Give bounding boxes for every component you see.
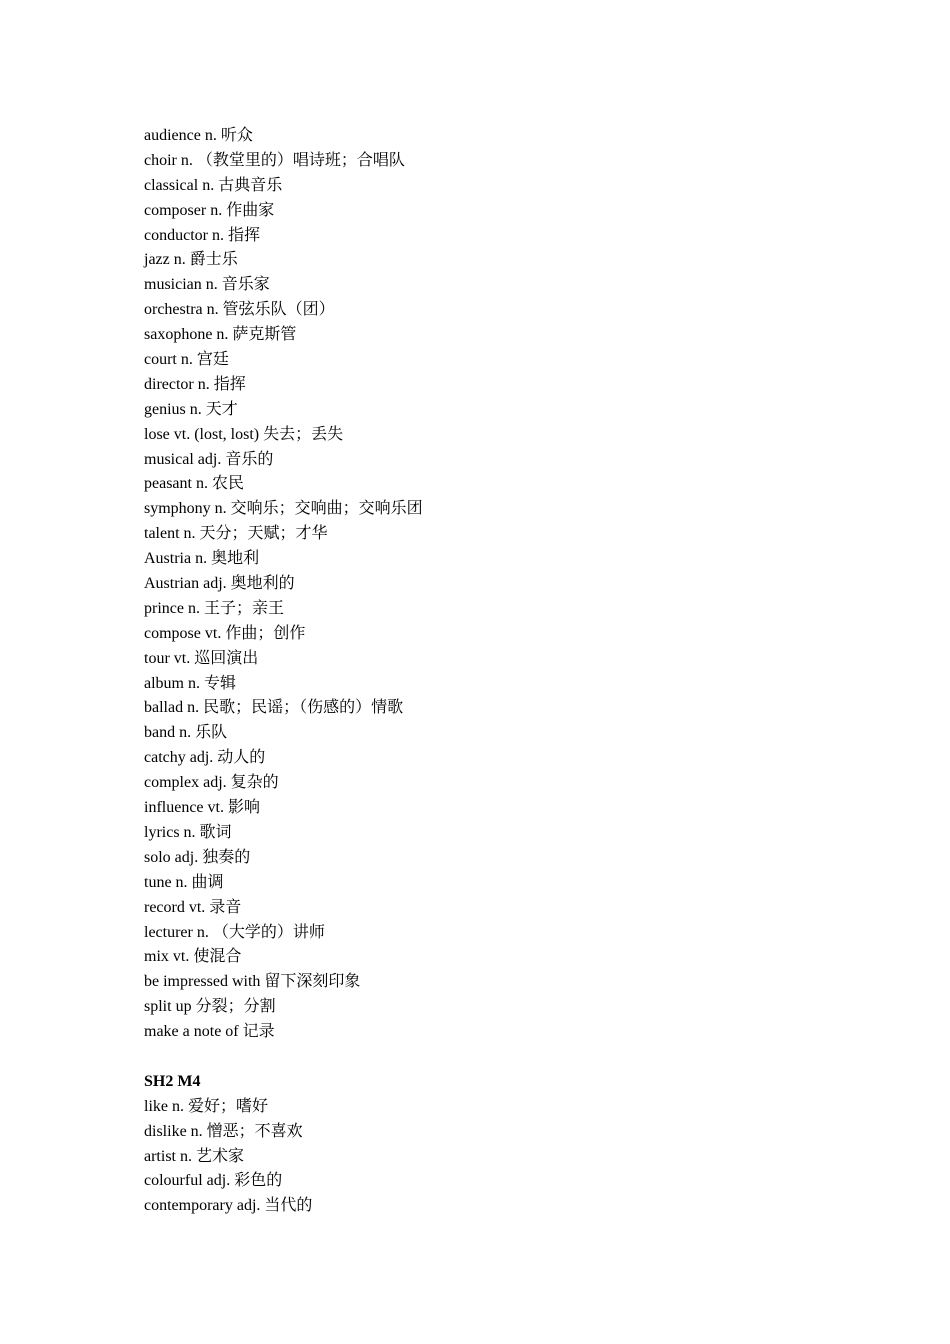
vocab-item: influence vt. 影响 <box>144 799 260 817</box>
vocab-item: lose vt. (lost, lost) 失去；丢失 <box>144 425 344 443</box>
vocab-item: contemporary adj. 当代的 <box>144 1197 313 1215</box>
vocab-item: colourful adj. 彩色的 <box>144 1172 283 1190</box>
vocab-item: musician n. 音乐家 <box>144 276 270 294</box>
vocab-section-2 <box>144 1070 844 1219</box>
vocab-item: tune n. 曲调 <box>144 873 224 891</box>
vocab-item: saxophone n. 萨克斯管 <box>144 326 297 344</box>
document-page <box>144 124 844 1219</box>
vocab-item: band n. 乐队 <box>144 724 228 742</box>
vocab-item: director n. 指挥 <box>144 375 246 393</box>
blank-line <box>144 1045 844 1070</box>
vocab-item: dislike n. 憎恶；不喜欢 <box>144 1122 303 1140</box>
vocab-item: lyrics n. 歌词 <box>144 823 232 841</box>
vocab-item: lecturer n. （大学的）讲师 <box>144 923 325 941</box>
vocab-list-1 <box>144 124 844 1045</box>
vocab-item: musical adj. 音乐的 <box>144 450 274 468</box>
vocab-item: Austria n. 奥地利 <box>144 550 260 568</box>
vocab-item: composer n. 作曲家 <box>144 201 275 219</box>
vocab-item: symphony n. 交响乐；交响曲；交响乐团 <box>144 500 423 518</box>
vocab-item: record vt. 录音 <box>144 898 242 916</box>
vocab-item: solo adj. 独奏的 <box>144 848 251 866</box>
vocab-item: conductor n. 指挥 <box>144 226 260 244</box>
vocab-item: like n. 爱好；嗜好 <box>144 1097 268 1115</box>
vocab-item: Austrian adj. 奥地利的 <box>144 575 295 593</box>
vocab-item: prince n. 王子；亲王 <box>144 599 284 617</box>
vocab-item: tour vt. 巡回演出 <box>144 649 259 667</box>
section-heading: SH2 M4 <box>144 1072 201 1090</box>
vocab-item: court n. 宫廷 <box>144 351 229 369</box>
vocab-item: compose vt. 作曲；创作 <box>144 624 306 642</box>
vocab-item: peasant n. 农民 <box>144 475 244 493</box>
vocab-item: catchy adj. 动人的 <box>144 749 266 767</box>
vocab-item: audience n. 听众 <box>144 127 253 144</box>
vocab-item: ballad n. 民歌；民谣；（伤感的）情歌 <box>144 699 404 717</box>
vocab-item: split up 分裂；分割 <box>144 998 276 1016</box>
vocab-item: artist n. 艺术家 <box>144 1147 244 1165</box>
vocab-item: jazz n. 爵士乐 <box>144 251 238 269</box>
vocab-item: orchestra n. 管弦乐队（团） <box>144 301 335 319</box>
vocab-item: genius n. 天才 <box>144 400 238 418</box>
vocab-item: album n. 专辑 <box>144 674 236 692</box>
vocab-item: complex adj. 复杂的 <box>144 774 279 792</box>
vocab-item: be impressed with 留下深刻印象 <box>144 973 361 991</box>
vocab-item: choir n. （教堂里的）唱诗班；合唱队 <box>144 151 405 169</box>
vocab-item: make a note of 记录 <box>144 1023 275 1041</box>
vocab-item: mix vt. 使混合 <box>144 948 242 966</box>
vocab-item: talent n. 天分；天赋；才华 <box>144 525 328 543</box>
vocab-item: classical n. 古典音乐 <box>144 176 283 194</box>
